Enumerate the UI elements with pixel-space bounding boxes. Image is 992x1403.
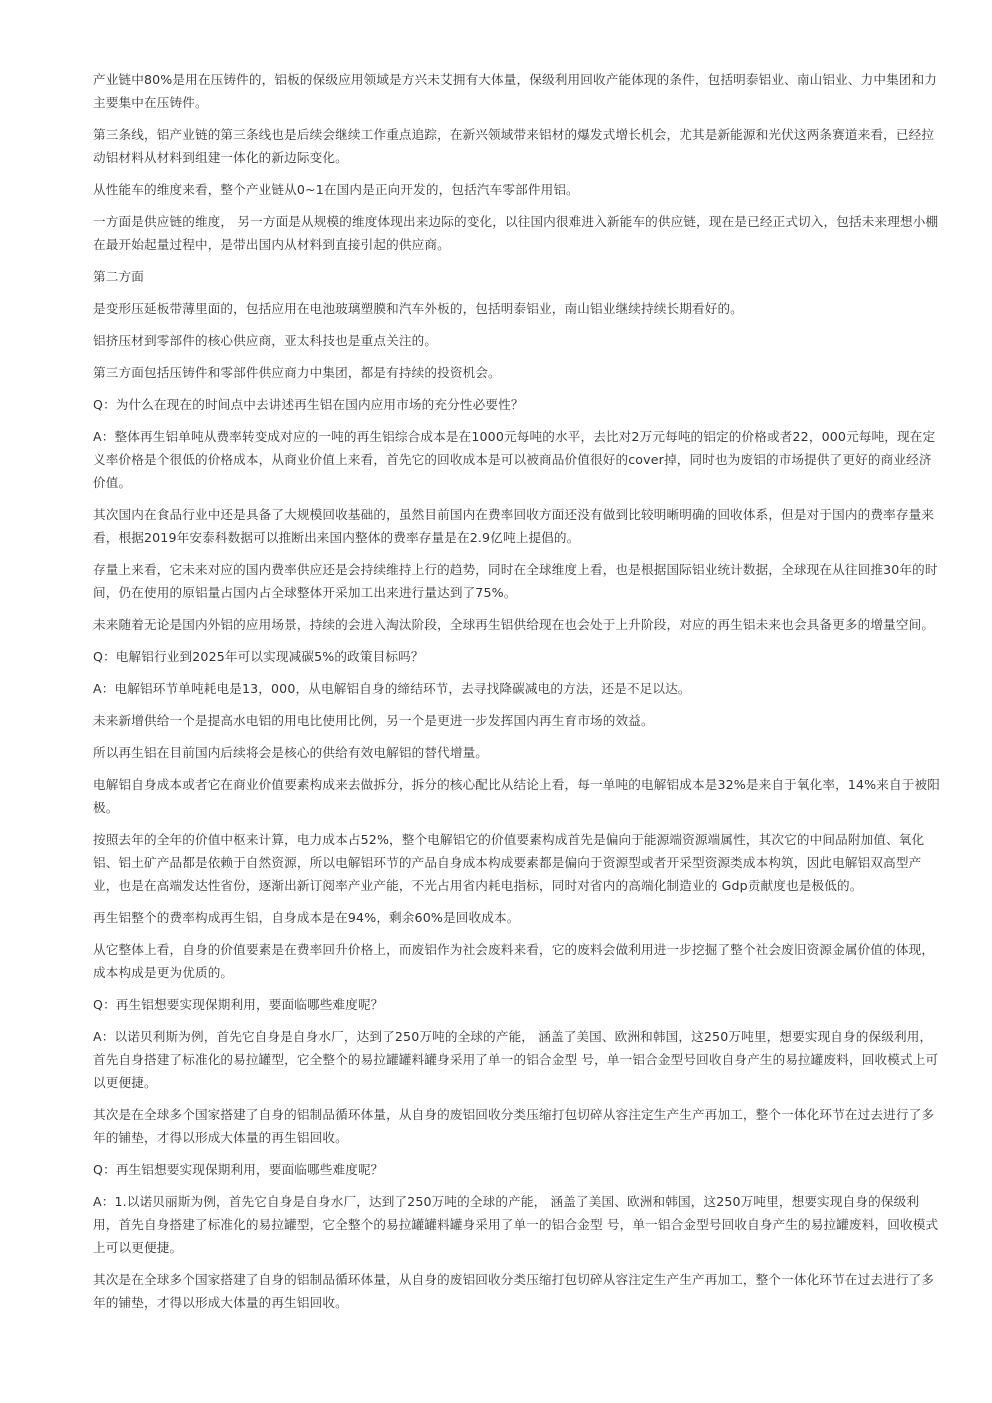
paragraph: 存量上来看，它未来对应的国内费率供应还是会持续维持上行的趋势，同时在全球维度上看，也是根据国际铝业统计数据，全球现在从往回推30年的时间，仍在使用的原铝量占国内占全球整体开采加工出来进行量达到了75%。	[93, 562, 938, 600]
paragraph: 电解铝自身成本或者它在商业价值要素构成来去做拆分，拆分的核心配比从结论上看，每一单吨的电解铝成本是32%是来自于氧化率，14%来自于被阳极。	[93, 777, 940, 815]
paragraph: 铝挤压材到零部件的核心供应商，亚太科技也是重点关注的。	[93, 333, 438, 348]
paragraph: 一方面是供应链的维度， 另一方面是从规模的维度体现出来边际的变化，以往国内很难进入新能车的供应链，现在是已经正式切入，包括未来理想小棚在最开始起量过程中，是带出国内从材料到直接引起的供应商。	[93, 214, 939, 252]
section-heading: 第二方面	[93, 269, 144, 284]
paragraph: 产业链中80%是用在压铸件的，铝板的保级应用领域是方兴未艾拥有大体量，保级利用回收产能体现的条件，包括明泰铝业、南山铝业、力中集团和力主要集中在压铸件。	[93, 72, 938, 110]
question: Q：再生铝想要实现保期利用，要面临哪些难度呢？	[93, 1162, 384, 1177]
paragraph: 按照去年的全年的价值中枢来计算，电力成本占52%，整个电解铝它的价值要素构成首先是偏向于能源端资源端属性，其次它的中间品附加值、氧化铝、铝土矿产品都是依赖于自然资源，所以电解铝环节的产品自身成本构成要素都是偏向于资源型或者开采型资源类成本构筑，因此电解铝双高型产业，也是在高端发达性省份，逐渐出新订阅率产业产能，不光占用省内耗电指标，同时对省内的高端化制造业的 Gdp贡献度也是极低的。	[93, 832, 925, 893]
paragraph: 从它整体上看，自身的价值要素是在费率回升价格上，而废铝作为社会废料来看，它的废料会做利用进一步挖掘了整个社会废旧资源金属价值的体现，成本构成是更为优质的。	[93, 942, 935, 980]
paragraph: 从性能车的维度来看，整个产业链从0~1在国内是正向开发的，包括汽车零部件用铝。	[93, 182, 579, 197]
paragraph: 未来随着无论是国内外铝的应用场景，持续的会进入淘汰阶段，全球再生铝供给现在也会处于上升阶段，对应的再生铝未来也会具备更多的增量空间。	[93, 617, 935, 632]
paragraph: 所以再生铝在目前国内后续将会是核心的供给有效电解铝的替代增量。	[93, 745, 489, 760]
answer: A：以诺贝利斯为例，首先它自身是自身水厂，达到了250万吨的全球的产能， 涵盖了美国、欧洲和韩国，这250万吨里，想要实现自身的保级利用，首先自身搭建了标准化的易拉罐型，它全整个的易拉罐罐料罐身采用了单一的铝合金型 号，单一铝合金型号回收自身产生的易拉罐废料，回收模式上可以更便捷。	[93, 1029, 939, 1090]
paragraph: 第三条线，铝产业链的第三条线也是后续会继续工作重点追踪，在新兴领域带来铝材的爆发式增长机会，尤其是新能源和光伏这两条赛道来看，已经拉动铝材料从材料到组建一体化的新边际变化。	[93, 127, 935, 165]
paragraph: 第三方面包括压铸件和零部件供应商力中集团，都是有持续的投资机会。	[93, 365, 501, 380]
document-body	[93, 68, 943, 1323]
question: Q：再生铝想要实现保期利用，要面临哪些难度呢？	[93, 997, 384, 1012]
paragraph: 未来新增供给一个是提高水电铝的用电比使用比例，另一个是更进一步发挥国内再生育市场的效益。	[93, 713, 654, 728]
answer: A：整体再生铝单吨从费率转变成对应的一吨的再生铝综合成本是在1000元每吨的水平，去比对2万元每吨的铝定的价格或者22，000元每吨，现在定义率价格是个很低的价格成本，从商业价值上来看，首先它的回收成本是可以被商品价值很好的cover掉，同时也为废铝的市场提供了更好的商业经济价值。	[93, 429, 936, 490]
paragraph: 再生铝整个的费率构成再生铝，自身成本是在94%，剩余60%是回收成本。	[93, 910, 520, 925]
paragraph: 是变形压延板带薄里面的，包括应用在电池玻璃塑膜和汽车外板的，包括明泰铝业，南山铝业继续持续长期看好的。	[93, 301, 743, 316]
paragraph: 其次国内在食品行业中还是具备了大规模回收基础的，虽然目前国内在费率回收方面还没有做到比较明晰明确的回收体系，但是对于国内的费率存量来看，根据2019年安泰科数据可以推断出来国内整体的费率存量是在2.9亿吨上提倡的。	[93, 507, 935, 545]
paragraph: 其次是在全球多个国家搭建了自身的铝制品循环体量，从自身的废铝回收分类压缩打包切碎从容注定生产生产再加工，整个一体化环节在过去进行了多年的铺垫，才得以形成大体量的再生铝回收。	[93, 1107, 935, 1145]
answer: A：电解铝环节单吨耗电是13，000，从电解铝自身的缔结环节，去寻找降碳减电的方法，还是不足以达。	[93, 681, 691, 696]
question: Q：电解铝行业到2025年可以实现减碳5%的政策目标吗？	[93, 649, 424, 664]
question: Q：为什么在现在的时间点中去讲述再生铝在国内应用市场的充分性必要性？	[93, 397, 524, 412]
answer: A：1.以诺贝丽斯为例，首先它自身是自身水厂，达到了250万吨的全球的产能， 涵盖了美国、欧洲和韩国，这250万吨里，想要实现自身的保级利用，首先自身搭建了标准化的易拉罐型，它全整个的易拉罐罐料罐身采用了单一的铝合金型 号，单一铝合金型号回收自身产生的易拉罐废料，回收模式上可以更便捷。	[93, 1194, 939, 1255]
paragraph: 其次是在全球多个国家搭建了自身的铝制品循环体量，从自身的废铝回收分类压缩打包切碎从容注定生产生产再加工，整个一体化环节在过去进行了多年的铺垫，才得以形成大体量的再生铝回收。	[93, 1272, 935, 1310]
